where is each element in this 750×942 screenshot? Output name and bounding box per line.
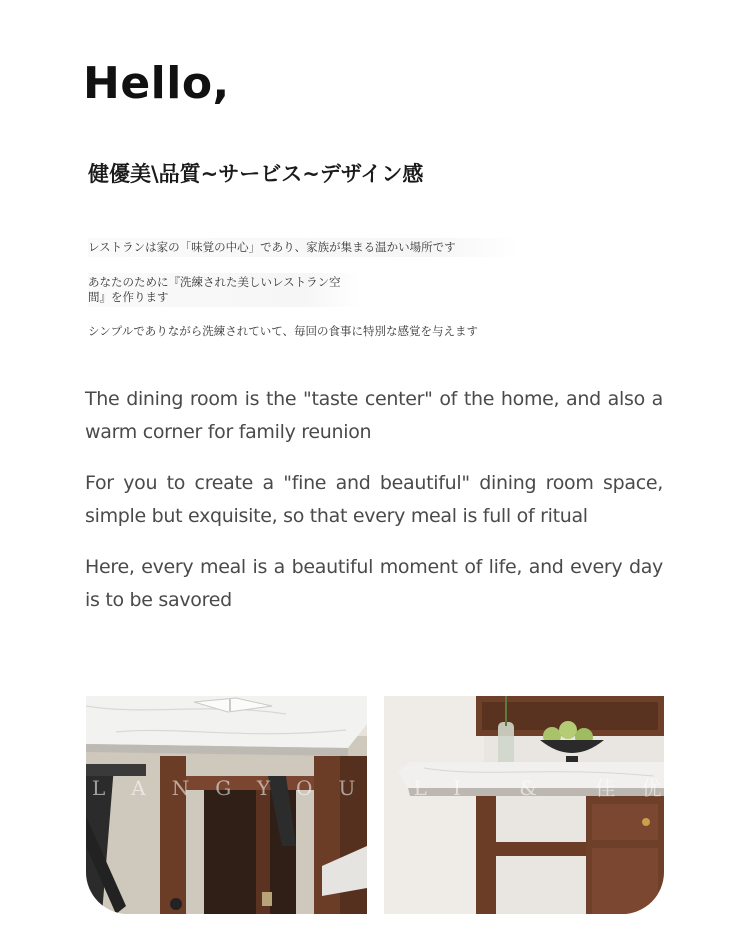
greeting-heading: Hello, <box>83 58 230 109</box>
table-photo-right <box>384 696 664 914</box>
photo-watermark: LANGYOU LI & 佳优 <box>92 776 688 800</box>
japanese-line-2 <box>88 273 360 307</box>
table-photo-left-illustration <box>86 696 367 914</box>
table-photo-left <box>86 696 367 914</box>
english-paragraph-text: Here, every meal is a beautiful moment of life, and every day is to be savored <box>85 556 663 611</box>
english-paragraph-3 <box>85 551 663 617</box>
table-photo-right-illustration <box>384 696 664 914</box>
english-paragraph-1 <box>85 383 663 449</box>
japanese-line-3: シンプルでありながら洗練されていて、毎回の食事に特別な感覚を与えます <box>88 324 479 338</box>
japanese-line-2b: 間』を作ります <box>88 290 169 304</box>
english-paragraph-text: For you to create a "fine and beautiful" dining room space, simple but exquisite, so that every meal is full of ritual <box>85 472 663 527</box>
english-paragraph-text: The dining room is the "taste center" of the home, and also a warm corner for family reunion <box>85 388 663 443</box>
english-paragraph-2 <box>85 467 663 533</box>
japanese-line-1: レストランは家の「味覚の中心」であり、家族が集まる温かい場所です <box>88 238 518 257</box>
japanese-line-2a: あなたのために『洗練された美しいレストラン空 <box>88 275 341 289</box>
brand-subtitle: 健優美\品質~サービス~デザイン感 <box>88 162 424 186</box>
